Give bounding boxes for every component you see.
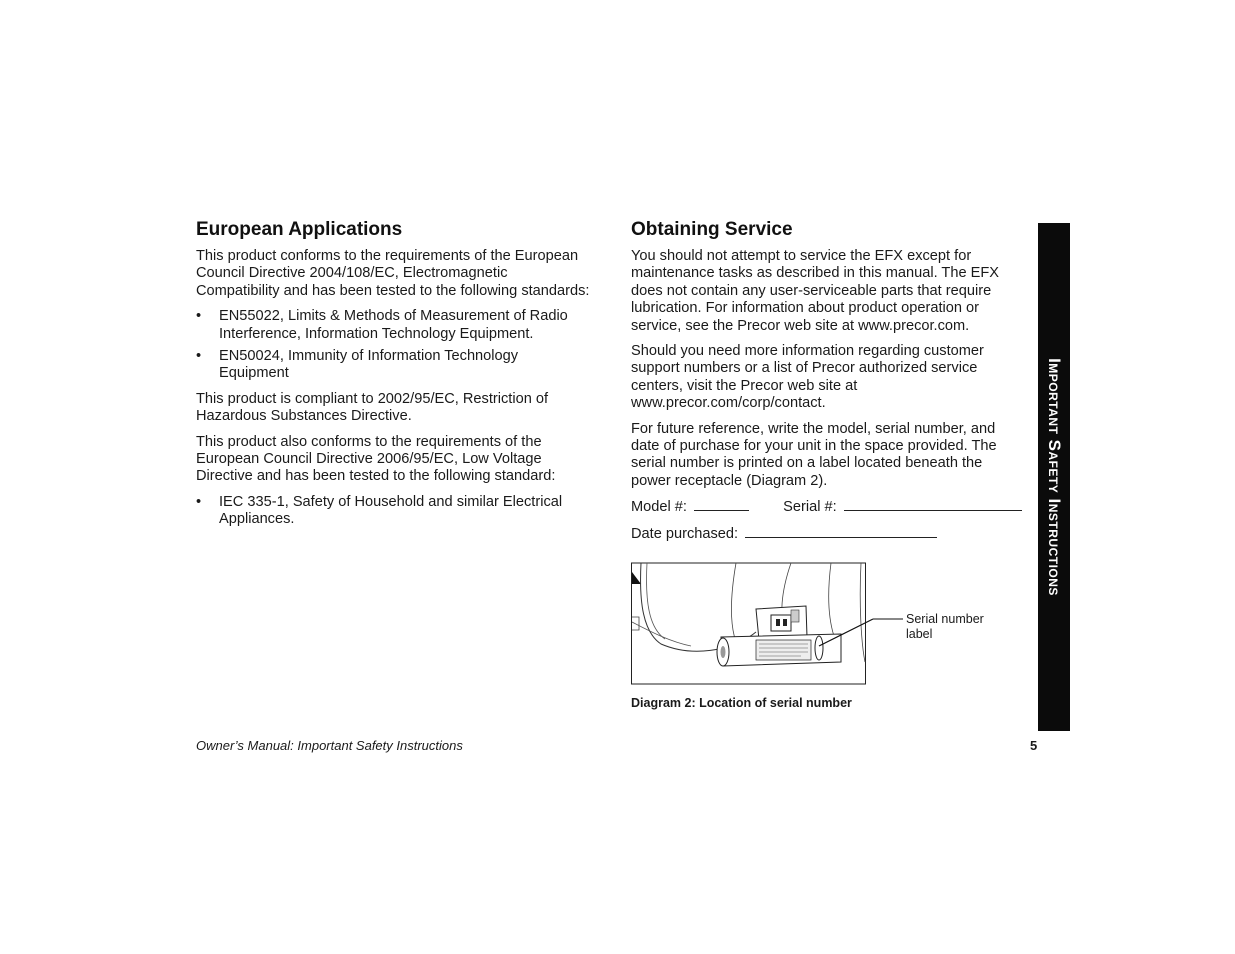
section-heading: Obtaining Service [631,219,793,240]
list-item-text: IEC 335-1, Safety of Household and similar Electrical Appliances. [219,493,563,528]
section-side-tab [1038,223,1070,731]
serial-number-callout [906,612,984,641]
callout-line: Serial number [906,612,984,626]
side-tab-label: Important Safety Instructions [1045,358,1064,596]
paragraph: Should you need more information regarding customer support numbers or a list of Precor authorized service centers, visit the Precor web site at www.precor.com/corp/contact. [631,343,984,412]
date-blank [745,525,937,538]
serial-label: Serial #: [783,499,837,516]
model-blank [694,498,749,511]
diagram-caption: Diagram 2: Location of serial number [631,696,852,710]
standards-list [196,494,591,529]
date-label: Date purchased: [631,525,739,542]
section-heading: European Applications [196,219,403,240]
paragraph: This product is compliant to 2002/95/EC, Restriction of Hazardous Substances Directive. [196,390,549,425]
paragraph: This product also conforms to the requirements of the European Council Directive 2006/95/EC, Low Voltage Directive and has been tested to the following standard: [196,433,556,485]
paragraph: You should not attempt to service the EFX except for maintenance tasks as described in this manual. The EFX does not contain any user-serviceable parts that require lubrication. For information about product operation or service, see the Precor web site at www.precor.com. [631,248,1000,334]
obtaining-service-section [631,218,1026,551]
callout-line: label [906,626,933,641]
model-label: Model #: [631,499,687,516]
paragraph: This product conforms to the requirements of the European Council Directive 2004/108/EC, Electromagnetic Compatibility and has been tested to the following standards: [196,248,590,299]
serial-location-diagram [631,562,991,687]
bullet-icon: • [196,493,202,510]
list-item [196,494,591,529]
page-footer: Owner’s Manual: Important Safety Instructions [196,738,463,753]
page-number: 5 [1030,738,1038,753]
bullet-icon: • [196,308,202,325]
date-purchased-line [631,525,1026,543]
bullet-icon: • [196,348,202,365]
standards-list [196,308,591,383]
list-item-text: EN55022, Limits & Methods of Measurement of Radio Interference, Information Technology Equipment. [219,308,568,342]
list-item [196,348,591,383]
list-item [196,308,591,343]
european-applications-section [196,218,591,537]
list-item-text: EN50024, Immunity of Information Technology Equipment [219,348,519,382]
model-serial-line [631,498,1026,516]
paragraph: For future reference, write the model, serial number, and date of purchase for your unit in the space provided. The serial number is printed on a label located beneath the power receptacle (Diagram 2). [631,420,997,489]
serial-blank [844,498,1022,511]
